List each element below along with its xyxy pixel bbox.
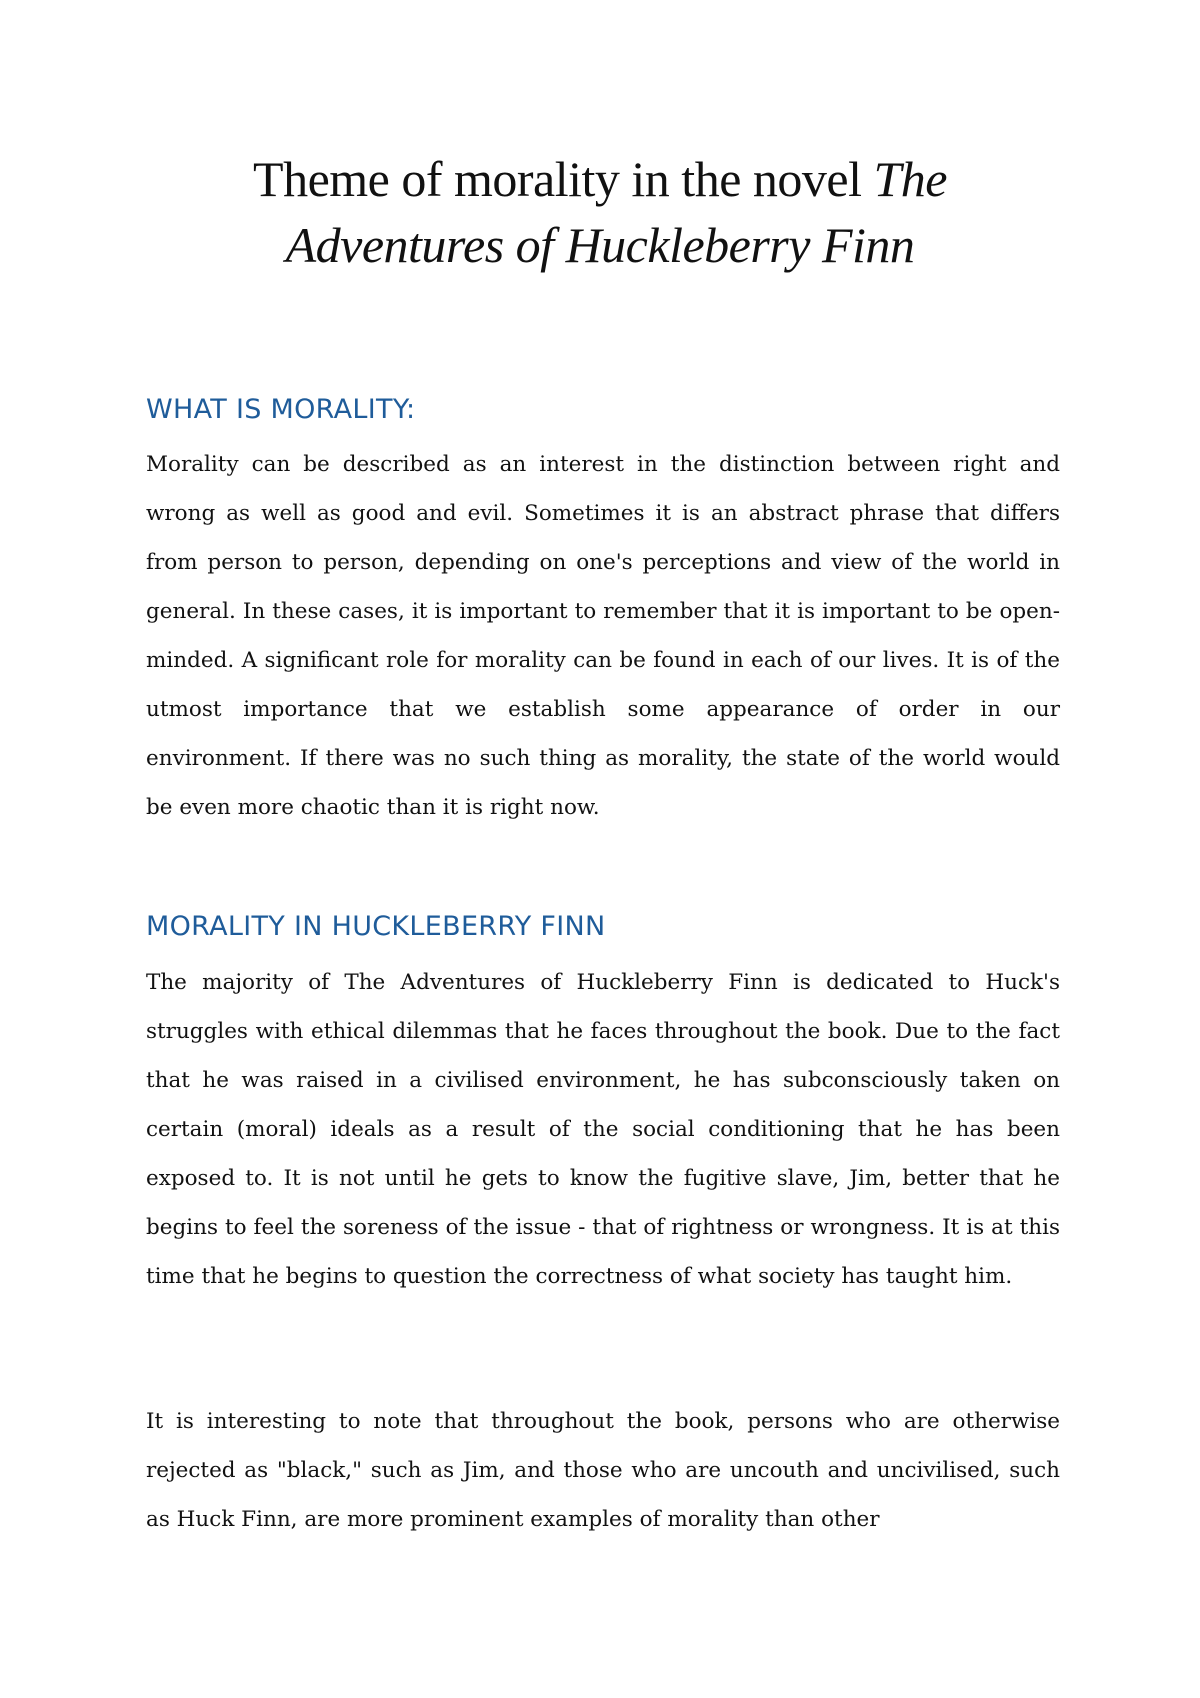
title-plain: Theme of morality in the novel <box>253 151 874 207</box>
title-italic-first: The <box>873 151 947 207</box>
paragraph-what-is-morality: Morality can be described as an interest in the distinction between right and wrong as well as good and evil. Sometimes it is an abstract phrase that differs from person to person, depending on one's perceptions and view of the world in general. In these cases, it is important to remember that it is important to be open-minded. A significant role for morality can be found in each of our lives. It is of the utmost importance that we establish some appearance of order in our environment. If there was no such thing as morality, the state of the world would be even more chaotic than it is right now. <box>146 452 1060 820</box>
paragraph-examples-of-morality: It is interesting to note that throughout the book, persons who are otherwise rejected as "black," such as Jim, and those who are uncouth and uncivilised, such as Huck Finn, are more prominent examples of morality than other <box>146 1409 1060 1532</box>
title-italic-second: Adventures of Huckleberry Finn <box>285 217 915 273</box>
document-title <box>150 146 1050 278</box>
section-heading-morality-in-huck-finn: MORALITY IN HUCKLEBERRY FINN <box>146 911 606 942</box>
section-heading-what-is-morality: WHAT IS MORALITY: <box>146 394 416 425</box>
paragraph-huck-ethical-dilemmas: The majority of The Adventures of Huckleberry Finn is dedicated to Huck's struggles with ethical dilemmas that he faces throughout the book. Due to the fact that he was raised in a civilised environment, he has subconsciously taken on certain (moral) ideals as a result of the social conditioning that he has been exposed to. It is not until he gets to know the fugitive slave, Jim, better that he begins to feel the soreness of the issue - that of rightness or wrongness. It is at this time that he begins to question the correctness of what society has taught him. <box>146 970 1060 1289</box>
